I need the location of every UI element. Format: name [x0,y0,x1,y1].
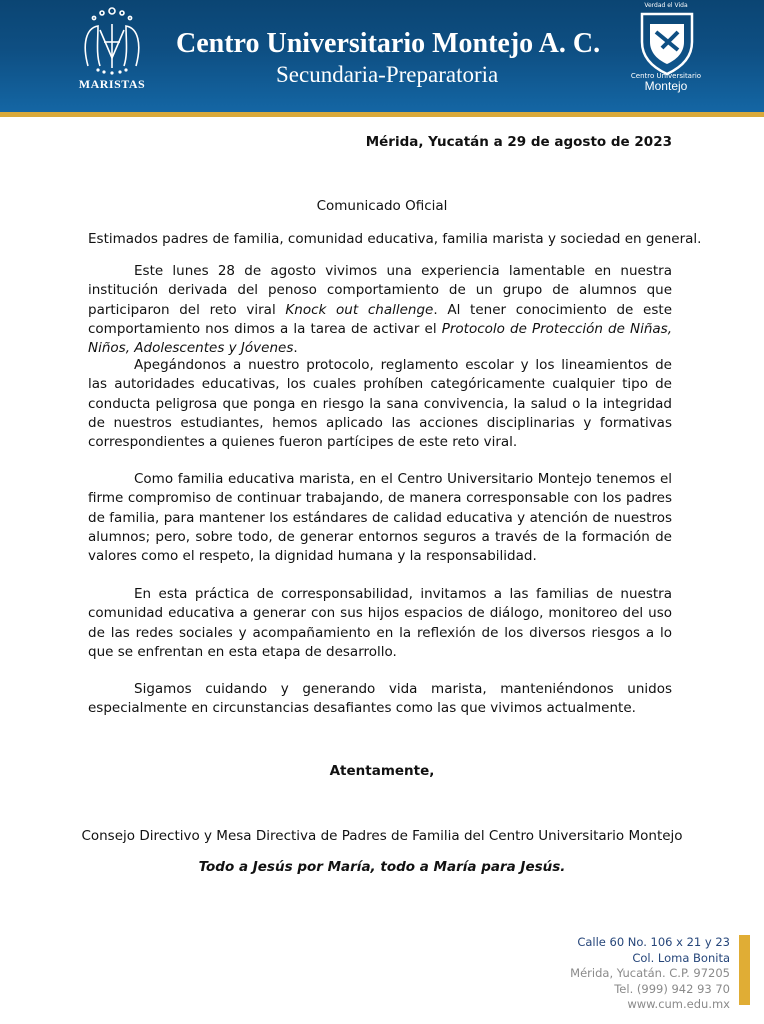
letterhead-gold-stripe [0,112,764,117]
p1-text-2: . Al tener conocimiento de este comportamiento nos dimos a la tarea de activar el [88,301,672,337]
letter-paragraph-1 [88,262,672,358]
cum-logo-line2: Montejo [644,79,688,93]
maristas-logo-text: MARISTAS [78,77,146,91]
letter-closing: Atentamente, [329,763,435,779]
cum-logo-motto: Verdad el Vida [644,2,688,9]
p5-text: Sigamos cuidando y generando vida marista, manteniéndonos unidos especialmente en circunstancias desafiantes como las que vivimos actualmente. [88,681,672,717]
letter-paragraph-5 [88,680,672,719]
p2-text: Apegándonos a nuestro protocolo, reglamento escolar y los lineamientos de las autoridades educativas, los cuales prohíben categóricamente cualquier tipo de conducta peligrosa que ponga en riesgo la sana convivencia, la salud o la integridad de nuestros estudiantes, hemos aplicado las acciones disciplinarias y formativas correspondientes a quienes fueron partícipes de este reto viral. [88,357,672,451]
letter-heading: Comunicado Oficial [316,198,448,214]
p1-text-1: Este lunes 28 de agosto vivimos una experiencia lamentable en nuestra institución derivada del penoso comportamiento de un grupo de alumnos que participaron del reto viral [88,263,672,318]
letter-salutation: Estimados padres de familia, comunidad educativa, familia marista y sociedad en general. [88,231,702,247]
address-colony: Col. Loma Bonita [632,950,730,965]
letter-signature: Consejo Directivo y Mesa Directiva de Padres de Familia del Centro Universitario Montejo [81,828,683,844]
address-street: Calle 60 No. 106 x 21 y 23 [577,935,730,949]
address-website: www.cum.edu.mx [627,997,730,1012]
p1-emphasis-protocol: Protocolo de Protección de Niñas, Niños, Adolescentes y Jóvenes [88,320,672,357]
school-name: Centro Universitario Montejo A. C. [176,28,601,59]
letter-paragraph-3 [88,470,672,566]
letter-paragraph-4 [88,585,672,662]
school-subtitle: Secundaria-Preparatoria [276,62,499,87]
address-city: Mérida, Yucatán. C.P. 97205 [570,966,730,981]
letter-paragraph-2 [88,356,672,452]
p4-text: En esta práctica de corresponsabilidad, invitamos a las familias de nuestra comunidad educativa a generar con sus hijos espacios de diálogo, monitoreo del uso de las redes sociales y acompañamiento en la reflexión de los diversos riesgos a lo que se enfrentan en esta etapa de desarrollo. [88,586,672,660]
cum-logo-line1: Centro Universitario [630,72,702,80]
footer-gold-bar [739,935,750,1005]
footer-address [570,935,730,1013]
p3-text: Como familia educativa marista, en el Centro Universitario Montejo tenemos el firme compromiso de continuar trabajando, de manera corresponsable con los padres de familia, para mantener los estándares de calidad educativa y atención de nuestros alumnos; pero, sobre todo, de generar entornos seguros a través de la formación de valores como el respeto, la dignidad humana y la responsabilidad. [88,471,672,565]
letter-motto: Todo a Jesús por María, todo a María para Jesús. [198,859,566,875]
p1-emphasis-challenge: Knock out challenge [285,301,434,318]
p1-text-3: . [293,340,298,357]
letter-date: Mérida, Yucatán a 29 de agosto de 2023 [365,134,672,150]
address-phone: Tel. (999) 942 93 70 [614,981,730,996]
